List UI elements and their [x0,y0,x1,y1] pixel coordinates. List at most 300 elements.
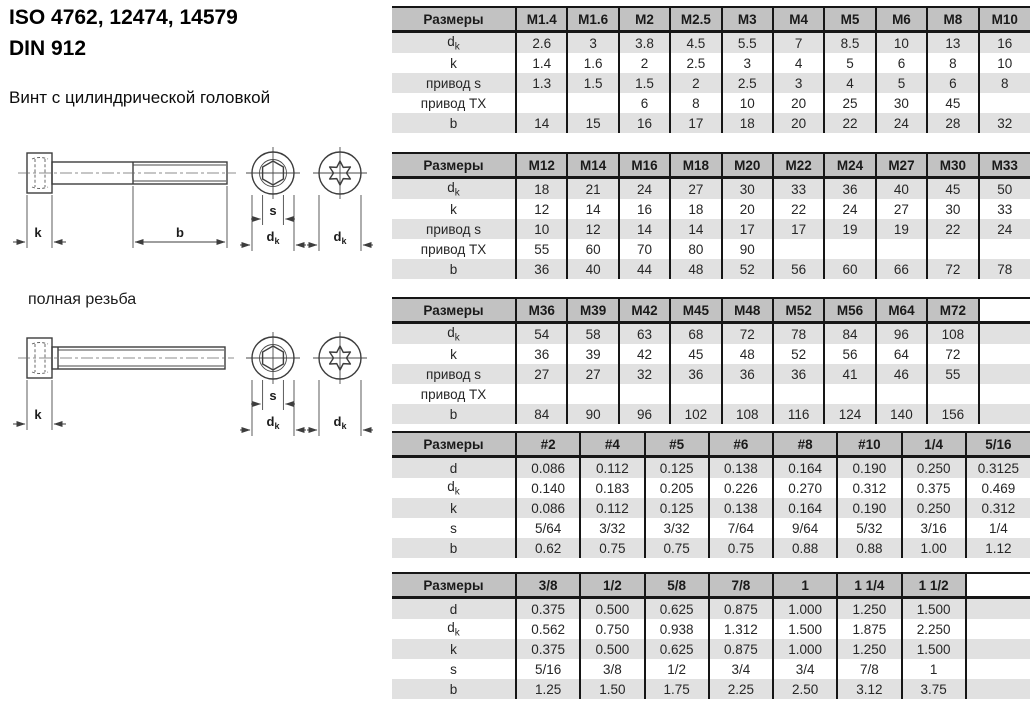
column-header-size: M2.5 [670,7,721,32]
column-header-size: M1.6 [567,7,618,32]
table-cell: 72 [722,323,773,345]
dim-k-label: k [34,225,42,240]
column-header-size: M30 [927,153,978,178]
row-label [392,639,516,659]
table-cell [824,384,875,404]
table-cell: 84 [516,404,567,424]
table-cell: 156 [927,404,978,424]
table-cell: 25 [824,93,875,113]
row-label-text: привод s [426,221,481,237]
table-cell: 18 [722,113,773,133]
table-cell: 68 [670,323,721,345]
tables-panel [392,0,1030,699]
column-header-size: 1 1/4 [837,573,901,598]
table-row [392,364,1030,384]
table-row [392,457,1030,479]
table-cell: 0.086 [516,498,580,518]
table-cell: 0.140 [516,478,580,498]
table-cell: 4.5 [670,32,721,54]
dimension-table-metric-small [392,6,1030,133]
table-cell: 4 [824,73,875,93]
table-cell: 0.938 [645,619,709,639]
table-cell: 63 [619,323,670,345]
table-cell: 0.375 [516,639,580,659]
row-label-text: s [450,661,457,677]
table-cell: 52 [773,344,824,364]
table-cell: 102 [670,404,721,424]
column-header-size: M12 [516,153,567,178]
row-label [392,259,516,279]
column-header-size: 1/2 [580,573,644,598]
table-cell: 58 [567,323,618,345]
table-cell: 2.6 [516,32,567,54]
row-label [392,679,516,699]
table-cell: 1.312 [709,619,773,639]
column-header-size: M36 [516,298,567,323]
table-cell: 140 [876,404,927,424]
row-label [392,178,516,200]
column-header-size: M45 [670,298,721,323]
column-header-size: 5/16 [966,432,1030,457]
table-cell: 3/4 [709,659,773,679]
table-cell: 0.88 [773,538,837,558]
table-cell: 8 [979,73,1030,93]
full-thread-label: полная резьба [28,291,137,308]
table-cell: 1.250 [837,639,901,659]
column-header-size: M24 [824,153,875,178]
table-cell: 2.250 [902,619,966,639]
table-row [392,498,1030,518]
table-cell: 7/64 [709,518,773,538]
table-row [392,619,1030,639]
table-cell: 27 [516,364,567,384]
table-cell: 0.138 [709,498,773,518]
row-label-text: d [449,460,458,476]
table-cell: 36 [824,178,875,200]
row-label [392,239,516,259]
row-label-text: привод TX [420,241,487,257]
empty-header-cell [979,298,1030,323]
row-label [392,538,516,558]
table-cell: 14 [567,199,618,219]
table-row [392,219,1030,239]
table-cell: 3 [722,53,773,73]
title-block [9,2,238,64]
table-cell: 55 [516,239,567,259]
column-header-size: M10 [979,7,1030,32]
column-header-size: #8 [773,432,837,457]
table-cell: 1.3 [516,73,567,93]
table-cell [773,239,824,259]
table-cell: 2.25 [709,679,773,699]
table-row [392,73,1030,93]
table-cell: 0.3125 [966,457,1030,479]
table-cell: 1.5 [567,73,618,93]
row-label-text: k [450,641,457,657]
table-cell: 10 [516,219,567,239]
table-cell: 36 [516,344,567,364]
table-cell: 0.500 [580,639,644,659]
dimension-table-metric-large [392,297,1030,424]
table-cell: 5 [824,53,875,73]
table-cell: 96 [619,404,670,424]
column-header-size: M42 [619,298,670,323]
row-label-subscript: k [454,627,460,639]
table-cell: 1.12 [966,538,1030,558]
table-cell: 0.125 [645,457,709,479]
table-cell: 52 [722,259,773,279]
table-cell [927,239,978,259]
table-cell: 14 [516,113,567,133]
row-label-subscript: k [454,486,460,498]
empty-cell [979,344,1030,364]
table-cell: 1 [902,659,966,679]
table-cell: 17 [670,113,721,133]
table-cell: 45 [670,344,721,364]
table-cell: 2.50 [773,679,837,699]
table-cell: 56 [773,259,824,279]
table-cell: 60 [567,239,618,259]
table-cell: 13 [927,32,978,54]
table-cell: 20 [773,113,824,133]
row-label-text: k [450,346,457,362]
table-cell [722,384,773,404]
row-label [392,457,516,479]
table-cell: 0.164 [773,498,837,518]
table-cell: 3/32 [645,518,709,538]
table-cell: 4 [773,53,824,73]
table-cell: 36 [670,364,721,384]
table-cell: 7 [773,32,824,54]
table-cell: 3.75 [902,679,966,699]
table-cell [670,384,721,404]
table-cell [876,239,927,259]
row-label-text: b [449,681,458,697]
table-cell: 0.190 [837,457,901,479]
dimension-table-inch-fractional [392,572,1030,699]
table-cell: 72 [927,344,978,364]
table-cell: 3.8 [619,32,670,54]
table-cell: 20 [722,199,773,219]
table-cell: 39 [567,344,618,364]
table-cell [979,93,1030,113]
table-cell: 0.164 [773,457,837,479]
empty-cell [966,679,1030,699]
column-header-size: M39 [567,298,618,323]
row-label [392,478,516,498]
table-row [392,518,1030,538]
table-row [392,239,1030,259]
row-label-text: b [449,261,458,277]
column-header-size: M22 [773,153,824,178]
end-view-torx-socket [313,147,367,199]
table-cell: 66 [876,259,927,279]
table-cell: 18 [516,178,567,200]
row-label-text: привод s [426,75,481,91]
table-cell: 20 [773,93,824,113]
table-cell: 3 [567,32,618,54]
table-cell: 2 [619,53,670,73]
table-cell: 30 [876,93,927,113]
table-header-row [392,7,1030,32]
table-cell: 0.250 [902,498,966,518]
table-row [392,178,1030,200]
column-header-size: #4 [580,432,644,457]
row-label [392,518,516,538]
column-header-size: M6 [876,7,927,32]
table-cell: 30 [927,199,978,219]
row-label-text: d [449,601,458,617]
table-cell: 0.112 [580,498,644,518]
table-cell: 0.125 [645,498,709,518]
table-cell: 78 [773,323,824,345]
screw-drawing-full-thread [10,316,382,444]
empty-cell [966,619,1030,639]
row-label-text: привод TX [420,386,487,402]
row-label [392,323,516,345]
table-cell: 10 [722,93,773,113]
table-cell: 1.000 [773,639,837,659]
table-cell: 0.205 [645,478,709,498]
row-label [392,73,516,93]
row-label-text: d [447,324,455,340]
table-cell: 55 [927,364,978,384]
table-cell: 0.312 [837,478,901,498]
table-cell: 27 [876,199,927,219]
table-cell [567,93,618,113]
table-cell: 22 [773,199,824,219]
table-cell: 5 [876,73,927,93]
row-label [392,199,516,219]
table-cell: 3/32 [580,518,644,538]
row-label [392,384,516,404]
table-cell: 12 [567,219,618,239]
row-label [392,498,516,518]
dim-s-label: s [269,388,277,403]
table-cell: 33 [773,178,824,200]
table-cell: 7/8 [837,659,901,679]
table-cell: 0.62 [516,538,580,558]
table-cell: 33 [979,199,1030,219]
column-header-size: #5 [645,432,709,457]
table-header-row [392,432,1030,457]
table-cell: 70 [619,239,670,259]
column-header-size: 1 [773,573,837,598]
table-cell: 0.226 [709,478,773,498]
column-header-size: M33 [979,153,1030,178]
table-cell: 6 [927,73,978,93]
table-cell [773,384,824,404]
table-cell: 32 [979,113,1030,133]
table-cell: 116 [773,404,824,424]
dim-dk-label: $d_k$ [266,229,280,246]
table-cell: 19 [876,219,927,239]
table-row [392,478,1030,498]
table-cell: 1.4 [516,53,567,73]
table-cell: 90 [567,404,618,424]
row-label-text: b [449,540,458,556]
table-cell: 0.750 [580,619,644,639]
table-header-row [392,153,1030,178]
row-label [392,344,516,364]
table-cell: 1/2 [645,659,709,679]
row-label-text: d [447,619,455,635]
dim-k-label: k [34,407,42,422]
table-cell: 2 [670,73,721,93]
table-cell: 1.250 [837,598,901,620]
table-cell: 36 [516,259,567,279]
column-header-size: 1/4 [902,432,966,457]
column-header-size: M1.4 [516,7,567,32]
table-cell: 50 [979,178,1030,200]
row-label-subscript: k [454,41,460,53]
table-cell: 8.5 [824,32,875,54]
table-cell: 5/32 [837,518,901,538]
table-cell: 9/64 [773,518,837,538]
table-cell: 16 [979,32,1030,54]
table-cell: 1.50 [580,679,644,699]
table-cell: 80 [670,239,721,259]
table-cell [567,384,618,404]
table-cell: 2.5 [722,73,773,93]
table-cell [979,239,1030,259]
table-cell: 22 [927,219,978,239]
page-title-din: DIN 912 [9,37,87,60]
table-row [392,32,1030,54]
dim-dk-label: $d_k$ [266,414,280,431]
table-row [392,639,1030,659]
table-cell: 10 [876,32,927,54]
column-header-size: M2 [619,7,670,32]
table-cell: 1.75 [645,679,709,699]
table-cell: 0.250 [902,457,966,479]
table-cell: 36 [773,364,824,384]
table-cell: 0.75 [709,538,773,558]
table-cell: 72 [927,259,978,279]
column-header-sizes: Размеры [392,298,516,323]
table-cell: 21 [567,178,618,200]
empty-cell [979,384,1030,404]
table-cell: 90 [722,239,773,259]
dim-dk-label: $d_k$ [333,229,347,246]
table-row [392,384,1030,404]
table-cell: 1.25 [516,679,580,699]
table-cell: 3 [773,73,824,93]
row-label [392,598,516,620]
row-label-text: d [447,33,455,49]
table-cell: 108 [927,323,978,345]
table-cell: 48 [722,344,773,364]
table-cell [619,384,670,404]
table-cell: 16 [619,199,670,219]
table-cell: 1.5 [619,73,670,93]
table-cell: 54 [516,323,567,345]
table-row [392,199,1030,219]
table-cell: 124 [824,404,875,424]
table-cell: 8 [927,53,978,73]
row-label-text: k [450,55,457,71]
column-header-size: #2 [516,432,580,457]
column-header-size: #10 [837,432,901,457]
table-cell: 0.75 [645,538,709,558]
row-label [392,113,516,133]
table-cell: 19 [824,219,875,239]
table-cell: 17 [722,219,773,239]
table-cell: 0.312 [966,498,1030,518]
row-label-text: d [447,179,455,195]
table-cell: 0.190 [837,498,901,518]
table-cell: 6 [876,53,927,73]
column-header-sizes: Размеры [392,153,516,178]
table-cell: 24 [824,199,875,219]
table-row [392,679,1030,699]
table-row [392,598,1030,620]
page-title-iso: ISO 4762, 12474, 14579 [9,6,238,29]
column-header-size: M52 [773,298,824,323]
dim-dk-label: $d_k$ [333,414,347,431]
row-label [392,93,516,113]
table-cell: 1.00 [902,538,966,558]
column-header-size: M56 [824,298,875,323]
table-cell: 45 [927,178,978,200]
table-cell: 15 [567,113,618,133]
table-cell [516,93,567,113]
end-view-torx-socket [313,332,367,384]
column-header-size: M64 [876,298,927,323]
end-view-hex-socket [246,332,300,384]
table-cell: 84 [824,323,875,345]
table-cell: 1.500 [902,639,966,659]
empty-cell [979,364,1030,384]
table-cell: 40 [876,178,927,200]
table-cell: 1.6 [567,53,618,73]
column-header-sizes: Размеры [392,7,516,32]
table-cell: 64 [876,344,927,364]
table-cell: 0.375 [902,478,966,498]
column-header-size: M4 [773,7,824,32]
table-cell: 0.375 [516,598,580,620]
table-cell: 27 [567,364,618,384]
dimension-table-metric-medium [392,152,1030,279]
table-cell: 1.500 [902,598,966,620]
row-label-text: b [449,406,458,422]
table-cell: 78 [979,259,1030,279]
row-label-subscript: k [454,332,460,344]
column-header-size: #6 [709,432,773,457]
table-row [392,404,1030,424]
column-header-size: M14 [567,153,618,178]
row-label [392,364,516,384]
table-row [392,344,1030,364]
row-label [392,659,516,679]
end-view-hex-socket [246,147,300,199]
column-header-sizes: Размеры [392,432,516,457]
page-subtitle: Винт с цилиндрической головкой [9,88,271,107]
column-header-size: M18 [670,153,721,178]
table-cell: 0.875 [709,598,773,620]
table-cell: 60 [824,259,875,279]
table-cell: 24 [876,113,927,133]
column-header-size: M8 [927,7,978,32]
table-row [392,93,1030,113]
row-label [392,219,516,239]
column-header-size: M72 [927,298,978,323]
column-header-size: M27 [876,153,927,178]
table-cell: 0.270 [773,478,837,498]
table-cell: 0.875 [709,639,773,659]
table-cell: 48 [670,259,721,279]
table-row [392,259,1030,279]
